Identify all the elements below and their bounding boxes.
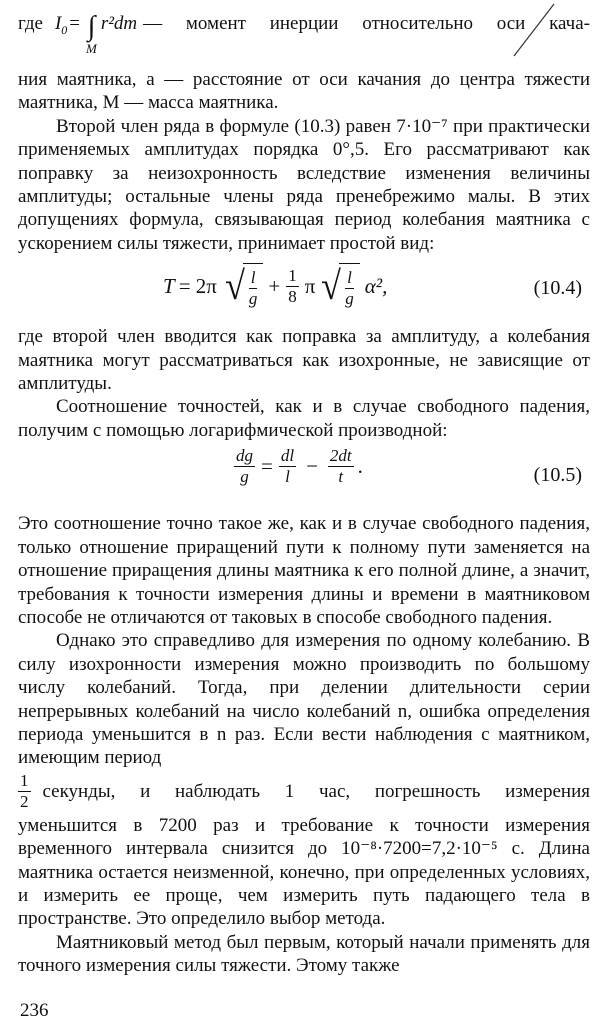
formula-10-5: [18, 442, 590, 512]
equals-two-pi: = 2π: [178, 273, 217, 298]
numerator-dg: dg: [236, 446, 253, 466]
numerator-dl: dl: [280, 446, 295, 466]
integral-lower-limit: M: [86, 41, 97, 56]
equals-sign: =: [69, 13, 80, 34]
fraction-l-g: [247, 268, 260, 309]
sqrt-l-over-g: [224, 263, 263, 309]
fraction-one-eighth: [286, 266, 299, 307]
half-numerator: 1: [20, 771, 29, 791]
inertia-definition-line: [18, 12, 590, 68]
paragraph-amplitude-correction: где второй член вводится как поправка за амплитуду, а колебания маятника могут рассматриваться как изохронные, не зависящие от амплитуды.: [18, 326, 590, 395]
i-subscript: 0: [61, 22, 68, 37]
integral-sign: ∫: [87, 11, 96, 42]
fraction-dl-l: [279, 446, 296, 487]
formula-10-4-expression: [163, 263, 387, 309]
denominator-l: l: [285, 467, 290, 487]
page-number: 236: [20, 1000, 49, 1021]
sqrt-l-over-g-2: [320, 263, 359, 309]
fraction-one-half: [18, 771, 31, 812]
denominator-g: g: [248, 289, 258, 309]
lead-word: где: [18, 13, 43, 34]
radical-sign-2: √: [321, 263, 342, 309]
radicand-2: [339, 263, 360, 309]
equals-sign-105: =: [261, 454, 273, 479]
paragraph-error-reduction: уменьшится в 7200 раз и требование к точности измерения временного интервала снизится до 10⁻⁸·7200=7,2·10⁻⁵ с. Длина маятника остается неизменной, конечно, при определенных условиях, и измерить ее проще, чем измерить путь падающего тела в пространстве. Это определило выбор метода.: [18, 814, 590, 930]
half-second-line: [18, 770, 590, 814]
fraction-dg-g: [234, 446, 255, 487]
pi-symbol: π: [304, 273, 316, 298]
moment-symbol: [55, 12, 67, 42]
alpha-squared: α²,: [364, 273, 388, 298]
denominator-eight: 8: [288, 286, 297, 306]
equation-number-10-5: (10.5): [533, 464, 582, 487]
denominator-t: t: [338, 467, 344, 487]
equation-number-10-4: (10.4): [533, 277, 582, 300]
numerator-one: 1: [288, 265, 297, 285]
formula-10-5-expression: [230, 446, 363, 487]
formula-10-4: [18, 255, 590, 325]
period-dot: .: [357, 454, 363, 479]
denominator-g-2: g: [345, 289, 354, 309]
book-page: [18, 12, 590, 978]
integral-symbol: [86, 12, 97, 56]
radicand: [243, 263, 264, 309]
paragraph-definitions: ния маятника, a — расстояние от оси качания до центра тяжести маятника, M — масса маятника.: [18, 69, 590, 114]
paragraph-pendulum-method: Маятниковый метод был первым, который начали применять для точного измерения силы тяжести. Этому также: [18, 931, 590, 977]
i-letter: I: [54, 13, 62, 34]
inertia-line-tail: — момент инерции относительно оси кача-: [143, 13, 590, 34]
integrand: r²dm: [100, 13, 138, 34]
half-line-tail: секунды, и наблюдать 1 час, погрешность измерения: [42, 781, 590, 803]
minus-sign: −: [306, 454, 318, 479]
paragraph-second-term: Второй член ряда в формуле (10.3) равен 7·10⁻⁷ при практически применяемых амплитудах порядка 0°,5. Его рассматривают как поправку за неизохронность вследствие изменения величины амплитуды; остальные члены ряда пренебрежимо малы. В этих допущениях формула, связывающая период колебания маятника с ускорением силы тяжести, принимает простой вид:: [18, 115, 590, 254]
half-denominator: 2: [20, 792, 29, 812]
paragraph-accuracy-relation: Соотношение точностей, как и в случае свободного падения, получим с помощью логарифмической производной:: [18, 396, 590, 441]
numerator-l: l: [250, 268, 256, 288]
period-symbol: T: [163, 273, 175, 298]
fraction-2dt-t: [328, 446, 354, 487]
numerator-l-2: l: [347, 268, 352, 288]
radical-sign: √: [224, 263, 245, 309]
paragraph-same-relation: Это соотношение точно такое же, как и в случае свободного падения, только отношение приращений пути к полному пути заменяется на отношение приращения длины маятника к его полной длине, а значит, требования к точности измерения длины и времени в маятниковом способе не отличаются от таковых в способе свободного падения.: [18, 513, 590, 628]
numerator-2dt: 2dt: [329, 446, 352, 466]
plus-sign: +: [268, 273, 281, 298]
paragraph-many-oscillations: Однако это справедливо для измерения по одному колебанию. В силу изохронности измерения можно производить по большому числу колебаний. Тогда, при делении длительности серии непрерывных колебаний на число колебаний n, ошибка определения периода уменьшится в n раз. Если вести наблюдения с маятником, имеющим период: [18, 630, 590, 769]
fraction-l-g-2: [343, 268, 356, 309]
denominator-g-105: g: [240, 467, 249, 487]
